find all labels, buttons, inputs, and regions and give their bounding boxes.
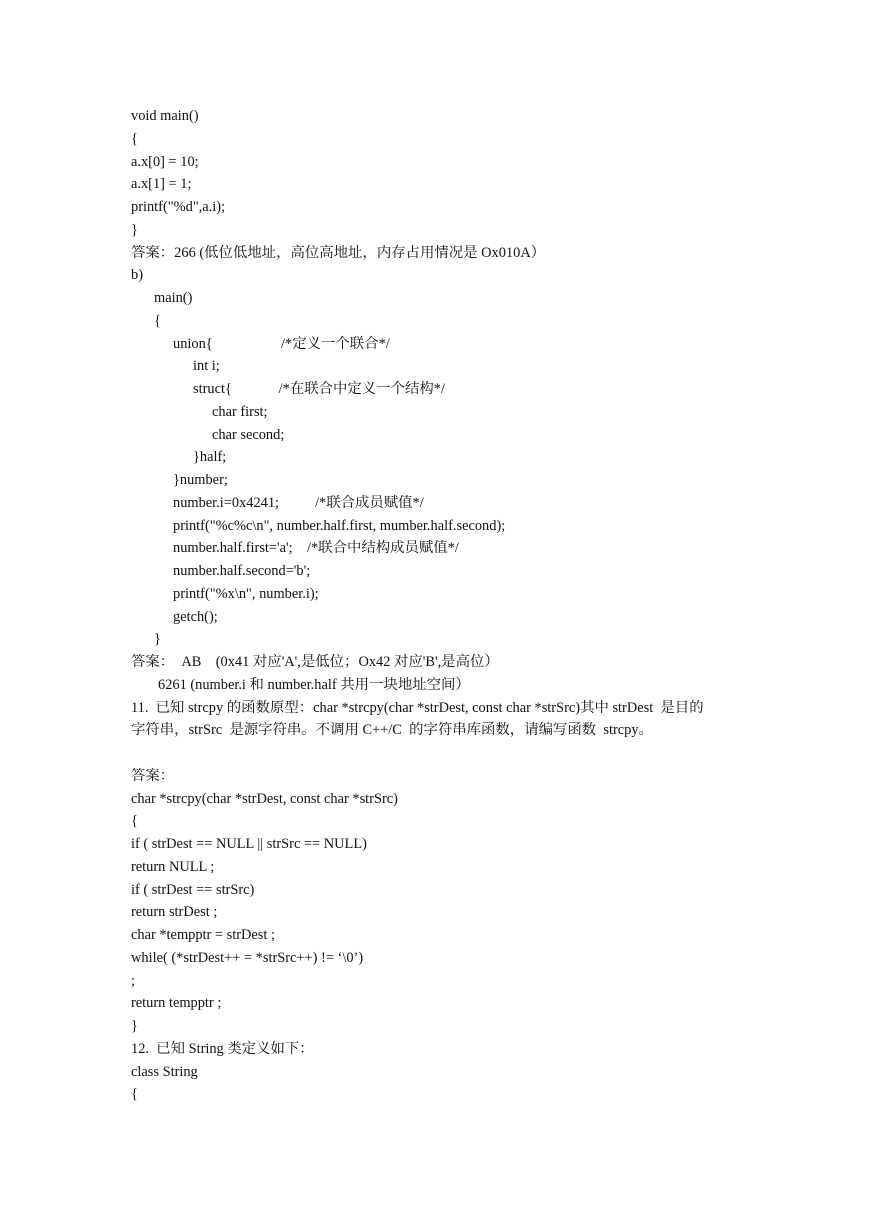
text-line: {	[131, 130, 138, 147]
text-line: a.x[1] = 1;	[131, 176, 192, 193]
text-line: }	[131, 1018, 138, 1034]
text-line: main()	[154, 290, 193, 306]
text-line: char second;	[212, 426, 285, 443]
text-line: char *strcpy(char *strDest, const char *strSrc)	[131, 790, 398, 807]
text-line: }	[154, 631, 161, 648]
text-line: }	[131, 221, 138, 238]
text-line: ;	[131, 972, 135, 989]
text-line: number.i=0x4241; /*联合成员赋值*/	[173, 494, 424, 511]
text-line: class String	[131, 1063, 198, 1080]
text-line: void main()	[131, 108, 199, 124]
text-line: {	[131, 1086, 138, 1103]
text-line: 答案：266 (低位低地址，高位高地址，内存占用情况是 Ox010A）	[131, 244, 546, 261]
text-line: 答案： AB (0x41 对应'A',是低位；Ox42 对应'B',是高位）	[131, 654, 499, 670]
text-line: if ( strDest == NULL || strSrc == NULL)	[131, 836, 367, 852]
text-line: if ( strDest == strSrc)	[131, 881, 255, 898]
text-line: 字符串，strSrc 是源字符串。不调用 C++/C 的字符串库函数，请编写函数 strcpy。	[131, 722, 653, 739]
text-line: union{ /*定义一个联合*/	[173, 335, 390, 352]
text-line: }half;	[193, 449, 227, 466]
text-line: a.x[0] = 10;	[131, 153, 199, 170]
text-line: getch();	[173, 608, 218, 625]
text-line: 6261 (number.i 和 number.half 共用一块地址空间）	[158, 676, 470, 693]
text-line: while( (*strDest++ = *strSrc++) != ‘\0’)	[131, 949, 364, 966]
text-line: return NULL ;	[131, 858, 215, 875]
text-line: number.half.second='b';	[173, 563, 311, 579]
text-line: 12. 已知 String 类定义如下：	[131, 1040, 314, 1057]
text-line: printf("%d",a.i);	[131, 199, 226, 215]
text-line: printf("%x\n", number.i);	[173, 585, 319, 602]
text-line: {	[154, 312, 161, 329]
text-line: char first;	[212, 403, 268, 420]
text-line: 11. 已知 strcpy 的函数原型：char *strcpy(char *strDest, const char *strSrc)其中 strDest 是目的	[131, 699, 704, 716]
text-line: b)	[131, 267, 143, 284]
text-line: printf("%c%c\n", number.half.first, mumber.half.second);	[173, 517, 506, 534]
text-line: struct{ /*在联合中定义一个结构*/	[193, 381, 445, 397]
text-line: number.half.first='a'; /*联合中结构成员赋值*/	[173, 540, 459, 557]
text-line: return strDest ;	[131, 904, 218, 921]
text-line: {	[131, 813, 138, 830]
text-line: char *tempptr = strDest ;	[131, 927, 275, 943]
text-line: int i;	[193, 358, 220, 375]
text-line: }number;	[173, 472, 228, 488]
text-line: 答案：	[131, 767, 175, 784]
text-line: return tempptr ;	[131, 995, 222, 1012]
